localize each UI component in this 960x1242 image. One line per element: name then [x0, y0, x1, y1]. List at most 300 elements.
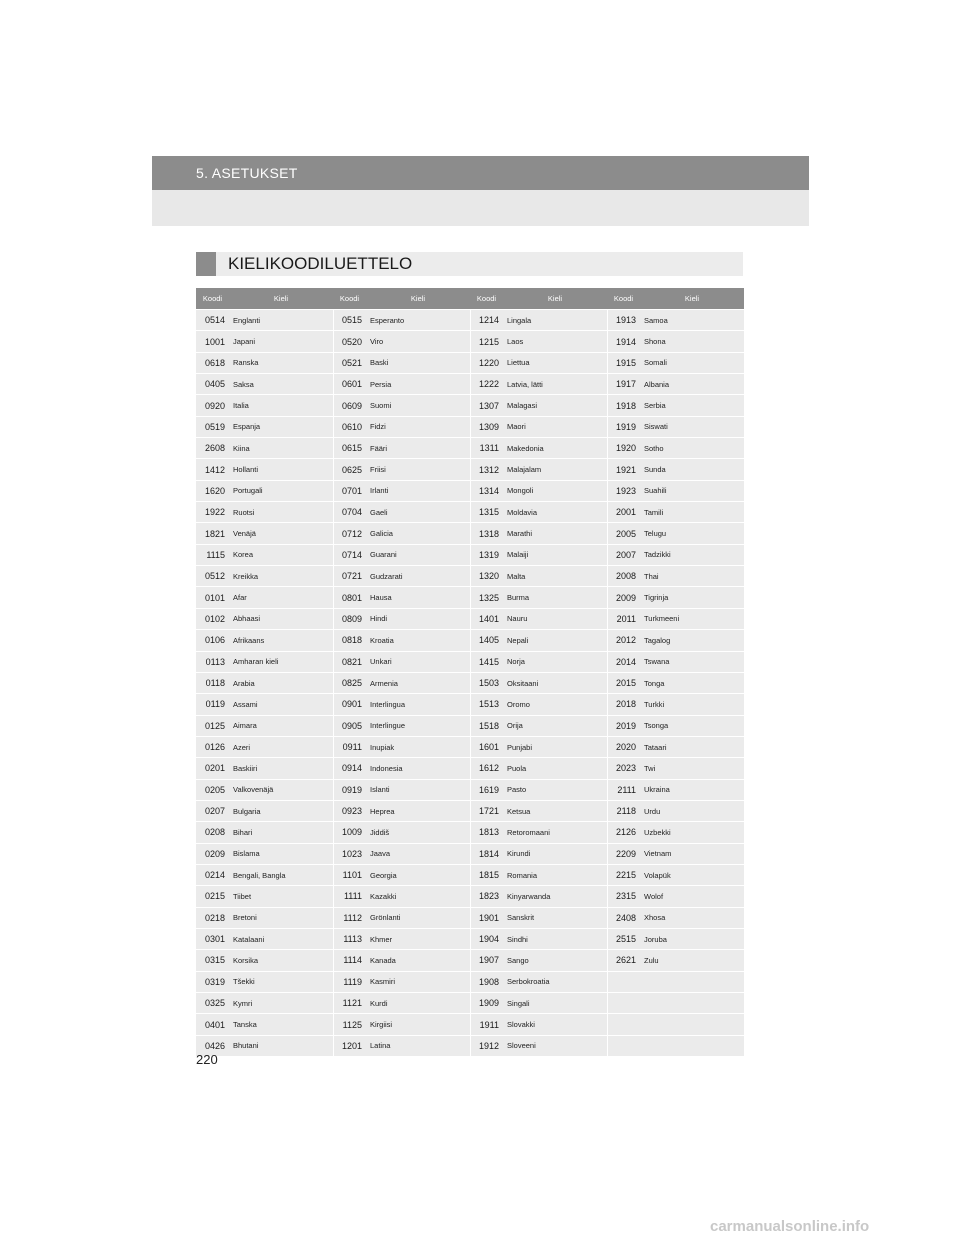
table-row: [196, 736, 744, 757]
code-cell: 2005: [607, 523, 640, 544]
table-row: [196, 694, 744, 715]
language-cell: Tamili: [640, 502, 744, 523]
code-cell: 1914: [607, 331, 640, 352]
code-cell: 1620: [196, 480, 229, 501]
code-cell: 0512: [196, 566, 229, 587]
language-cell: Tigrinja: [640, 587, 744, 608]
language-cell: Indonesia: [366, 758, 470, 779]
language-cell: Malta: [503, 566, 607, 587]
language-cell: Esperanto: [366, 310, 470, 331]
code-cell: 2014: [607, 651, 640, 672]
language-cell: Latina: [366, 1035, 470, 1056]
code-cell: 1311: [470, 438, 503, 459]
code-cell: 2023: [607, 758, 640, 779]
language-cell: Valkovenäjä: [229, 779, 333, 800]
table-row: [196, 822, 744, 843]
language-cell: Latvia, lätti: [503, 374, 607, 395]
language-cell: Afar: [229, 587, 333, 608]
code-cell: 0920: [196, 395, 229, 416]
code-cell: 1115: [196, 544, 229, 565]
language-cell: Espanja: [229, 416, 333, 437]
code-cell: 1912: [470, 1035, 503, 1056]
code-cell: 0520: [333, 331, 366, 352]
language-cell: Sanskrit: [503, 907, 607, 928]
code-cell: 2315: [607, 886, 640, 907]
language-cell: Kroatia: [366, 630, 470, 651]
language-cell: [640, 993, 744, 1014]
language-cell: Suahili: [640, 480, 744, 501]
code-cell: 1923: [607, 480, 640, 501]
code-cell: 0515: [333, 310, 366, 331]
code-cell: 2011: [607, 608, 640, 629]
code-cell: 1918: [607, 395, 640, 416]
language-cell: Puola: [503, 758, 607, 779]
language-cell: Islanti: [366, 779, 470, 800]
code-cell: 1412: [196, 459, 229, 480]
code-cell: 1815: [470, 864, 503, 885]
code-cell: 0208: [196, 822, 229, 843]
code-cell: 1318: [470, 523, 503, 544]
code-cell: 1919: [607, 416, 640, 437]
code-cell: 0102: [196, 608, 229, 629]
code-cell: 1023: [333, 843, 366, 864]
code-cell: 0818: [333, 630, 366, 651]
code-cell: 1201: [333, 1035, 366, 1056]
table-row: [196, 352, 744, 373]
code-cell: 1721: [470, 800, 503, 821]
table-row: [196, 864, 744, 885]
code-cell: 1113: [333, 928, 366, 949]
page-number: 220: [196, 1052, 218, 1067]
table-row: [196, 630, 744, 651]
code-cell: 2018: [607, 694, 640, 715]
language-cell: Nauru: [503, 608, 607, 629]
table-row: [196, 886, 744, 907]
code-cell: 0207: [196, 800, 229, 821]
language-cell: Fidzi: [366, 416, 470, 437]
language-cell: Zulu: [640, 950, 744, 971]
code-cell: 0101: [196, 587, 229, 608]
language-cell: Baskiiri: [229, 758, 333, 779]
table-row: [196, 758, 744, 779]
language-cell: Oksitaani: [503, 672, 607, 693]
code-cell: 0215: [196, 886, 229, 907]
code-cell: [607, 1014, 640, 1035]
language-cell: Tanska: [229, 1014, 333, 1035]
code-cell: 1112: [333, 907, 366, 928]
code-cell: 0119: [196, 694, 229, 715]
language-cell: Kurdi: [366, 993, 470, 1014]
code-cell: 0911: [333, 736, 366, 757]
code-cell: 2126: [607, 822, 640, 843]
code-cell: 1222: [470, 374, 503, 395]
language-cell: Irlanti: [366, 480, 470, 501]
code-cell: 2209: [607, 843, 640, 864]
language-cell: Bulgaria: [229, 800, 333, 821]
language-cell: Turkmeeni: [640, 608, 744, 629]
language-cell: Bengali, Bangla: [229, 864, 333, 885]
language-cell: Gaeli: [366, 502, 470, 523]
code-cell: 0919: [333, 779, 366, 800]
table-row: [196, 928, 744, 949]
code-cell: 0714: [333, 544, 366, 565]
code-cell: 0618: [196, 352, 229, 373]
table-row: [196, 651, 744, 672]
language-cell: Tagalog: [640, 630, 744, 651]
language-cell: Tonga: [640, 672, 744, 693]
language-cell: Fääri: [366, 438, 470, 459]
language-cell: Oromo: [503, 694, 607, 715]
language-cell: Somali: [640, 352, 744, 373]
code-cell: 0609: [333, 395, 366, 416]
language-cell: Sango: [503, 950, 607, 971]
code-cell: 1125: [333, 1014, 366, 1035]
language-cell: Kiina: [229, 438, 333, 459]
table-row: [196, 395, 744, 416]
language-cell: Heprea: [366, 800, 470, 821]
code-cell: 1813: [470, 822, 503, 843]
code-cell: 0301: [196, 928, 229, 949]
code-cell: 0905: [333, 715, 366, 736]
code-cell: [607, 971, 640, 992]
language-cell: Bhutani: [229, 1035, 333, 1056]
language-cell: [640, 971, 744, 992]
table-row: [196, 971, 744, 992]
language-cell: Ranska: [229, 352, 333, 373]
language-cell: Korea: [229, 544, 333, 565]
table-row: [196, 544, 744, 565]
language-cell: Katalaani: [229, 928, 333, 949]
table-row: [196, 672, 744, 693]
column-header-language: Kieli: [640, 288, 744, 310]
language-cell: Saksa: [229, 374, 333, 395]
code-cell: 0118: [196, 672, 229, 693]
language-cell: Jiddiš: [366, 822, 470, 843]
table-row: [196, 843, 744, 864]
table-row: [196, 566, 744, 587]
language-cell: Albania: [640, 374, 744, 395]
code-cell: 2118: [607, 800, 640, 821]
language-cell: Vietnam: [640, 843, 744, 864]
code-cell: 2111: [607, 779, 640, 800]
code-cell: 0113: [196, 651, 229, 672]
code-cell: 2215: [607, 864, 640, 885]
language-cell: Amharan kieli: [229, 651, 333, 672]
table-row: [196, 459, 744, 480]
code-cell: 1821: [196, 523, 229, 544]
language-cell: Laos: [503, 331, 607, 352]
code-cell: 0205: [196, 779, 229, 800]
language-cell: Hindi: [366, 608, 470, 629]
language-cell: Punjabi: [503, 736, 607, 757]
language-cell: Inupiak: [366, 736, 470, 757]
language-cell: Kasmiri: [366, 971, 470, 992]
code-cell: 0514: [196, 310, 229, 331]
column-header-language: Kieli: [229, 288, 333, 310]
language-cell: Uzbekki: [640, 822, 744, 843]
code-cell: 2408: [607, 907, 640, 928]
language-cell: Tšekki: [229, 971, 333, 992]
code-cell: [607, 1035, 640, 1056]
code-cell: 1901: [470, 907, 503, 928]
code-cell: 0801: [333, 587, 366, 608]
language-cell: Armenia: [366, 672, 470, 693]
code-cell: 1001: [196, 331, 229, 352]
code-cell: 0615: [333, 438, 366, 459]
code-cell: 1214: [470, 310, 503, 331]
table-row: [196, 1014, 744, 1035]
code-cell: 1401: [470, 608, 503, 629]
code-cell: 0401: [196, 1014, 229, 1035]
code-cell: 0712: [333, 523, 366, 544]
code-cell: 1904: [470, 928, 503, 949]
code-cell: 1922: [196, 502, 229, 523]
code-cell: 1908: [470, 971, 503, 992]
language-cell: Aimara: [229, 715, 333, 736]
language-cell: Viro: [366, 331, 470, 352]
code-cell: 2015: [607, 672, 640, 693]
code-cell: 0125: [196, 715, 229, 736]
code-cell: 1911: [470, 1014, 503, 1035]
column-header-code: Koodi: [196, 288, 229, 310]
language-cell: Tiibet: [229, 886, 333, 907]
code-cell: 1405: [470, 630, 503, 651]
language-cell: Nepali: [503, 630, 607, 651]
code-cell: 1601: [470, 736, 503, 757]
language-cell: Burma: [503, 587, 607, 608]
language-cell: Pasto: [503, 779, 607, 800]
language-cell: Samoa: [640, 310, 744, 331]
code-cell: 1920: [607, 438, 640, 459]
code-cell: 0625: [333, 459, 366, 480]
table-row: [196, 993, 744, 1014]
code-cell: 0701: [333, 480, 366, 501]
language-cell: Shona: [640, 331, 744, 352]
table-row: [196, 608, 744, 629]
language-cell: Khmer: [366, 928, 470, 949]
code-cell: 0218: [196, 907, 229, 928]
code-cell: 1307: [470, 395, 503, 416]
code-cell: 1319: [470, 544, 503, 565]
language-cell: Bihari: [229, 822, 333, 843]
code-cell: 1101: [333, 864, 366, 885]
column-header-language: Kieli: [503, 288, 607, 310]
code-cell: 0214: [196, 864, 229, 885]
language-cell: Mongoli: [503, 480, 607, 501]
language-cell: Volapük: [640, 864, 744, 885]
language-cell: Maori: [503, 416, 607, 437]
language-cell: Thai: [640, 566, 744, 587]
chapter-header: [152, 156, 809, 190]
table-row: [196, 950, 744, 971]
code-cell: 2008: [607, 566, 640, 587]
code-cell: [607, 993, 640, 1014]
code-cell: 0209: [196, 843, 229, 864]
language-cell: Ukraina: [640, 779, 744, 800]
code-cell: 1312: [470, 459, 503, 480]
language-cell: Urdu: [640, 800, 744, 821]
language-cell: Sloveeni: [503, 1035, 607, 1056]
table-row: [196, 310, 744, 331]
code-cell: 2007: [607, 544, 640, 565]
code-cell: 1612: [470, 758, 503, 779]
language-cell: Turkki: [640, 694, 744, 715]
code-cell: 0901: [333, 694, 366, 715]
language-cell: Jaava: [366, 843, 470, 864]
section-title: KIELIKOODILUETTELO: [228, 254, 413, 273]
code-cell: 0721: [333, 566, 366, 587]
language-cell: Portugali: [229, 480, 333, 501]
code-cell: 0914: [333, 758, 366, 779]
language-cell: Twi: [640, 758, 744, 779]
language-cell: Lingala: [503, 310, 607, 331]
code-cell: 2515: [607, 928, 640, 949]
language-cell: Tswana: [640, 651, 744, 672]
code-cell: 1907: [470, 950, 503, 971]
language-cell: Singali: [503, 993, 607, 1014]
code-cell: 1915: [607, 352, 640, 373]
table-row: [196, 907, 744, 928]
language-cell: Marathi: [503, 523, 607, 544]
language-cell: Kanada: [366, 950, 470, 971]
section-marker-icon: [196, 252, 216, 276]
code-cell: 1921: [607, 459, 640, 480]
code-cell: 0601: [333, 374, 366, 395]
language-cell: Retoromaani: [503, 822, 607, 843]
language-cell: Baski: [366, 352, 470, 373]
language-cell: Kymri: [229, 993, 333, 1014]
language-cell: Tataari: [640, 736, 744, 757]
language-cell: Gudzarati: [366, 566, 470, 587]
code-cell: 0521: [333, 352, 366, 373]
code-cell: 1503: [470, 672, 503, 693]
code-cell: 2020: [607, 736, 640, 757]
code-cell: 1114: [333, 950, 366, 971]
language-cell: Orija: [503, 715, 607, 736]
code-cell: 0426: [196, 1035, 229, 1056]
language-cell: Afrikaans: [229, 630, 333, 651]
table-row: [196, 438, 744, 459]
language-cell: Kinyarwanda: [503, 886, 607, 907]
code-cell: 0319: [196, 971, 229, 992]
table-row: [196, 502, 744, 523]
chapter-header-subband: [152, 190, 809, 226]
code-cell: 2621: [607, 950, 640, 971]
language-cell: Kirgiisi: [366, 1014, 470, 1035]
language-cell: Malaiji: [503, 544, 607, 565]
table-row: [196, 587, 744, 608]
code-cell: 2009: [607, 587, 640, 608]
table-row: [196, 779, 744, 800]
code-cell: 1119: [333, 971, 366, 992]
language-cell: Serbia: [640, 395, 744, 416]
language-cell: Sindhi: [503, 928, 607, 949]
code-cell: 2012: [607, 630, 640, 651]
language-cell: [640, 1035, 744, 1056]
code-cell: 1917: [607, 374, 640, 395]
code-cell: 0610: [333, 416, 366, 437]
code-cell: 0106: [196, 630, 229, 651]
language-cell: Bislama: [229, 843, 333, 864]
code-cell: 2001: [607, 502, 640, 523]
code-cell: 1518: [470, 715, 503, 736]
language-cell: Hausa: [366, 587, 470, 608]
language-cell: Hollanti: [229, 459, 333, 480]
code-cell: 0201: [196, 758, 229, 779]
table-row: [196, 331, 744, 352]
language-cell: Kirundi: [503, 843, 607, 864]
code-cell: 1415: [470, 651, 503, 672]
language-cell: Joruba: [640, 928, 744, 949]
code-cell: 1325: [470, 587, 503, 608]
language-cell: Sunda: [640, 459, 744, 480]
code-cell: 1814: [470, 843, 503, 864]
code-cell: 1513: [470, 694, 503, 715]
language-cell: Malagasi: [503, 395, 607, 416]
language-cell: Moldavia: [503, 502, 607, 523]
language-cell: Assami: [229, 694, 333, 715]
language-code-table: [196, 288, 744, 1056]
language-cell: Kazakki: [366, 886, 470, 907]
language-cell: Interlingue: [366, 715, 470, 736]
language-cell: Ketsua: [503, 800, 607, 821]
language-cell: Makedonia: [503, 438, 607, 459]
code-cell: 0825: [333, 672, 366, 693]
language-cell: Japani: [229, 331, 333, 352]
language-cell: Abhaasi: [229, 608, 333, 629]
table-row: [196, 523, 744, 544]
column-header-code: Koodi: [333, 288, 366, 310]
language-cell: Italia: [229, 395, 333, 416]
table-row: [196, 800, 744, 821]
language-cell: Sotho: [640, 438, 744, 459]
language-cell: Korsika: [229, 950, 333, 971]
language-cell: Unkari: [366, 651, 470, 672]
column-header-language: Kieli: [366, 288, 470, 310]
language-cell: Azeri: [229, 736, 333, 757]
table-body: [196, 310, 744, 1057]
language-cell: Suomi: [366, 395, 470, 416]
language-cell: Guarani: [366, 544, 470, 565]
code-cell: 0405: [196, 374, 229, 395]
language-cell: Interlingua: [366, 694, 470, 715]
code-cell: 1121: [333, 993, 366, 1014]
code-cell: 1111: [333, 886, 366, 907]
language-cell: Siswati: [640, 416, 744, 437]
language-cell: Venäjä: [229, 523, 333, 544]
code-cell: 1009: [333, 822, 366, 843]
table-header-row: [196, 288, 744, 310]
code-cell: 0315: [196, 950, 229, 971]
watermark: carmanualsonline.info: [710, 1218, 870, 1235]
language-cell: Liettua: [503, 352, 607, 373]
language-cell: Serbokroatia: [503, 971, 607, 992]
language-cell: Romania: [503, 864, 607, 885]
code-cell: 2608: [196, 438, 229, 459]
language-cell: Englanti: [229, 310, 333, 331]
table-row: [196, 1035, 744, 1056]
table-row: [196, 374, 744, 395]
code-cell: 1913: [607, 310, 640, 331]
code-cell: 1314: [470, 480, 503, 501]
code-cell: 1823: [470, 886, 503, 907]
language-cell: Norja: [503, 651, 607, 672]
code-cell: 2019: [607, 715, 640, 736]
language-cell: Bretoni: [229, 907, 333, 928]
code-cell: 1315: [470, 502, 503, 523]
code-cell: 0821: [333, 651, 366, 672]
code-cell: 1619: [470, 779, 503, 800]
